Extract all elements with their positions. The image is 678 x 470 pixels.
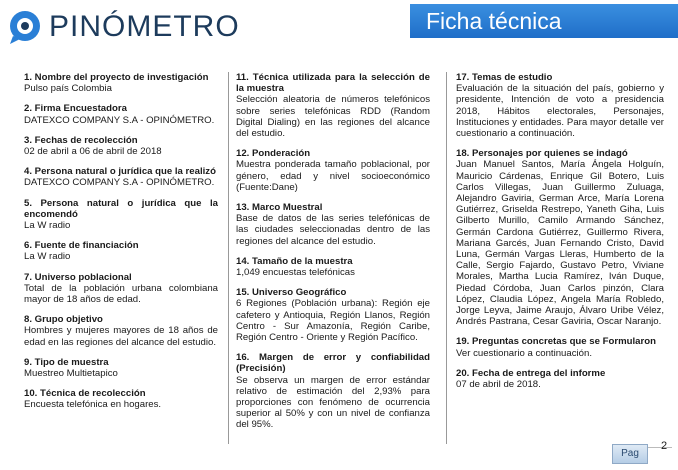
section-heading: 8. Grupo objetivo [24,314,103,326]
section-sample-type [24,357,218,379]
section-heading: 15. Universo Geográfico [236,287,347,299]
section-body: Muestra ponderada tamaño poblacional, por género, edad y nivel socioeconómico (Fuente:Dane) [236,159,430,193]
section-heading: 4. Persona natural o jurídica que la realizó [24,166,216,178]
section-body: Selección aleatoria de números telefónicos sobre series telefónicas RDD (Random Digital Dialing) en las regiones del alcance del estudio. [236,94,430,140]
section-body: Encuesta telefónica en hogares. [24,399,162,411]
speech-bubble-logo-icon [7,9,43,45]
section-body: Muestreo Multietapico [24,368,118,380]
column-divider [446,72,447,444]
section-study-topics [456,72,664,139]
column-left [24,72,218,420]
section-body: Hombres y mujeres mayores de 18 años de edad en las regiones del alcance del estudio. [24,325,218,348]
column-middle [236,72,430,440]
section-report-date [456,368,664,390]
section-collection-dates [24,135,218,157]
section-body: La W radio [24,220,71,232]
brand-name: PINÓMETRO [49,10,240,43]
section-heading: 20. Fecha de entrega del informe [456,367,606,379]
section-heading: 17. Temas de estudio [456,72,553,83]
section-body: Evaluación de la situación del país, gobierno y presidente, Intención de voto a presidencia 2018, Hábitos electorales, Personajes, Instituciones y entidades. Para mayor detalle ver cuestionario a continuación. [456,83,664,140]
section-heading: 13. Marco Muestral [236,202,323,214]
page-label-badge: Pag [612,444,648,464]
section-margin-of-error [236,352,430,430]
section-heading: 16. Margen de error y confiabilidad (Precisión) [236,352,430,375]
section-body: Juan Manuel Santos, María Ángela Holguín, Mauricio Cárdenas, Enrique Gil Botero, Luis Carlos Villegas, Juan Guillermo Zuluaga, Alejandro Gaviria, German Arce, María Lorena Gutiérrez, Griselda Restrepo, Yaneth Giha, Luis Gilberto Murillo, Camilo Armando Sánchez, Germán Cardona Gutiérrez, Guillermo Rivera, Mariana Garcés, Juan Fernando Cristo, David Luna, Germán Vargas Lleras, Humberto de la Calle, Sergio Fajardo, Gustavo Petro, Viviane Morales, Martha Lucia Ramírez, Iván Duque, Piedad Córdoba, Juan Carlos pinzón, Clara López, Claudia López, Angela María Robledo, Jorge Leyva, Jaime Araujo, Álvaro Uribe Vélez, Andrés Pastrana, Cesar Gaviria, Oscar Naranjo. [456,159,664,328]
section-population-universe [24,272,218,306]
section-heading: 6. Fuente de financiación [24,240,139,252]
section-conducted-by [24,166,218,188]
section-heading: 11. Técnica utilizada para la selección de la muestra [236,72,430,95]
page-number: 2 [661,440,668,452]
section-heading: 18. Personajes por quienes se indagó [456,148,628,160]
page-title: Ficha técnica [426,8,562,34]
section-questions-asked [456,336,664,358]
section-heading: 14. Tamaño de la muestra [236,255,353,267]
section-heading: 3. Fechas de recolección [24,134,138,146]
section-heading: 10. Técnica de recolección [24,388,146,400]
section-persons-surveyed [456,148,664,327]
section-heading: 1. Nombre del proyecto de investigación [24,72,209,83]
section-target-group [24,314,218,348]
section-heading: 9. Tipo de muestra [24,356,109,368]
section-sampling-frame [236,202,430,247]
section-geographic-universe [236,287,430,343]
section-body: Se observa un margen de error estándar relativo de estimación del 2,93% para proporciones con fenómeno de ocurrencia superior al 50% y con un nivel de confianza del 95%. [236,374,430,431]
section-polling-firm [24,103,218,125]
section-body: DATEXCO COMPANY S.A - OPINÓMETRO. [24,114,215,126]
section-heading: 19. Preguntas concretas que se Formularon [456,336,656,348]
section-sample-size [236,256,430,278]
section-body: Base de datos de las series telefónicas de las ciudades seleccionadas dentro de las regiones del alcance del estudio. [236,213,430,247]
brand-logo [7,4,240,50]
section-body: Total de la población urbana colombiana mayor de 18 años de edad. [24,282,218,306]
column-divider [228,72,229,444]
section-body: La W radio [24,251,71,263]
column-right [456,72,664,399]
section-heading: 2. Firma Encuestadora [24,103,127,115]
section-body: DATEXCO COMPANY S.A - OPINÓMETRO. [24,177,215,189]
section-funding-source [24,240,218,262]
section-project-name [24,72,218,94]
section-body: Pulso país Colombia [24,83,112,95]
section-collection-technique [24,388,218,410]
section-weighting [236,148,430,193]
title-banner [410,4,678,38]
section-body: 02 de abril a 06 de abril de 2018 [24,146,162,158]
section-sample-selection [236,72,430,139]
section-heading: 7. Universo poblacional [24,271,132,283]
section-body: 07 de abril de 2018. [456,379,541,391]
section-heading: 5. Persona natural o jurídica que la encomendó [24,197,218,220]
section-body: 6 Regiones (Población urbana): Región eje cafetero y Antioquia, Región Llanos, Región Centro - Sur Amazonía, Región Caribe, Región Centro - Oriente y Región Pacífico. [236,298,430,344]
section-heading: 12. Ponderación [236,148,311,160]
section-body: Ver cuestionario a continuación. [456,347,592,359]
section-body: 1,049 encuestas telefónicas [236,267,355,279]
section-commissioned-by [24,198,218,232]
